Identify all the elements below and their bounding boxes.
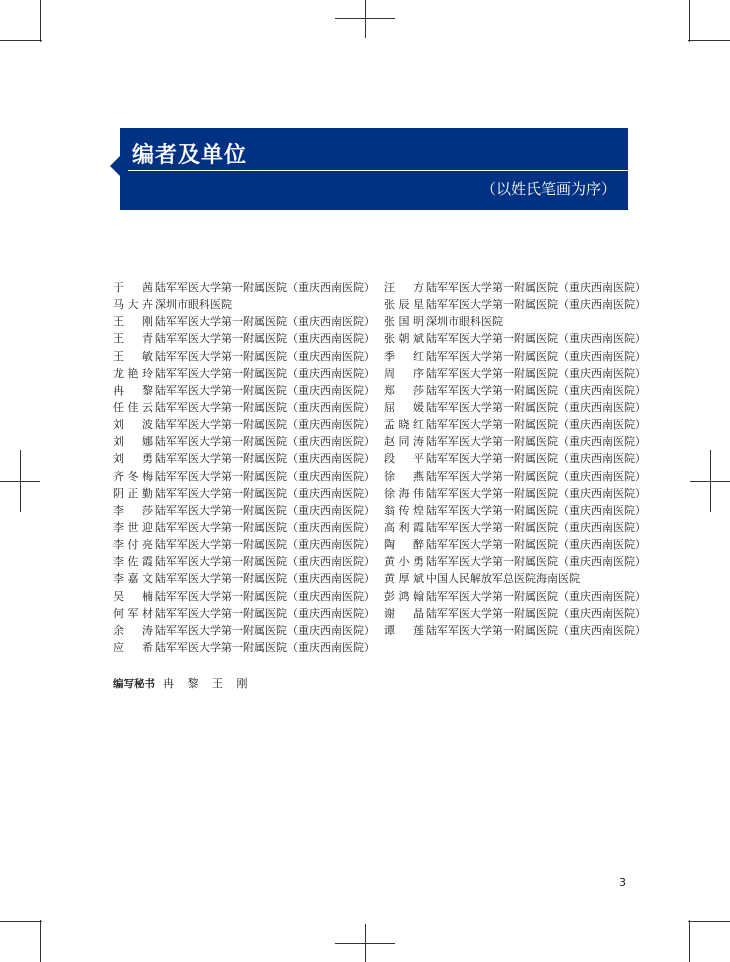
author-affiliation: 陆军军医大学第一附属医院（重庆西南医院）	[155, 418, 375, 432]
author-row	[113, 365, 375, 382]
author-name: 徐 燕	[384, 469, 424, 483]
author-affiliation: 陆军军医大学第一附属医院（重庆西南医院）	[426, 623, 646, 637]
author-row	[384, 313, 646, 330]
author-row	[113, 588, 375, 605]
secretary-label: 编写秘书	[113, 678, 155, 690]
author-row	[384, 519, 646, 536]
author-row	[113, 536, 375, 553]
author-affiliation: 陆军军医大学第一附属医院（重庆西南医院）	[426, 435, 646, 449]
author-affiliation: 陆军军医大学第一附属医院（重庆西南医院）	[155, 281, 375, 294]
author-row	[113, 279, 375, 296]
crop-mark	[688, 40, 730, 41]
author-affiliation: 陆军军医大学第一附属医院（重庆西南医院）	[426, 503, 646, 517]
author-name: 马大卉	[113, 298, 153, 312]
author-row	[113, 330, 375, 347]
author-row	[384, 588, 646, 605]
author-affiliation: 陆军军医大学第一附属医院（重庆西南医院）	[155, 383, 375, 397]
author-row	[384, 433, 646, 450]
page-subtitle: （以姓氏笔画为序）	[480, 180, 616, 198]
author-name: 李 莎	[113, 503, 153, 517]
author-affiliation: 陆军军医大学第一附属医院（重庆西南医院）	[426, 332, 646, 346]
author-row	[384, 348, 646, 365]
author-name: 屈 媛	[384, 400, 424, 414]
author-name: 刘 勇	[113, 452, 153, 466]
crop-mark	[40, 0, 41, 42]
author-affiliation: 陆军军医大学第一附属医院（重庆西南医院）	[426, 383, 646, 397]
author-row	[113, 622, 375, 639]
author-row	[113, 502, 375, 519]
author-affiliation: 陆军军医大学第一附属医院（重庆西南医院）	[426, 589, 646, 603]
author-row	[113, 416, 375, 433]
author-affiliation: 陆军军医大学第一附属医院（重庆西南医院）	[426, 469, 646, 483]
author-name: 龙艳玲	[113, 366, 153, 380]
crop-mark	[690, 481, 730, 482]
author-row	[384, 399, 646, 416]
author-row	[113, 382, 375, 399]
author-affiliation: 陆军军医大学第一附属医院（重庆西南医院）	[155, 555, 375, 569]
author-name: 赵同涛	[384, 435, 424, 449]
author-row	[113, 639, 375, 656]
author-row	[384, 296, 646, 313]
author-row	[113, 519, 375, 536]
author-name: 余 涛	[113, 623, 153, 637]
author-name: 于 茜	[113, 281, 153, 294]
author-affiliation: 陆军军医大学第一附属医院（重庆西南医院）	[426, 538, 646, 552]
author-name: 汪 方	[384, 281, 424, 294]
crop-mark	[0, 40, 42, 41]
author-affiliation: 陆军军医大学第一附属医院（重庆西南医院）	[155, 606, 375, 620]
author-affiliation: 深圳市眼科医院	[426, 315, 503, 329]
author-affiliation: 陆军军医大学第一附属医院（重庆西南医院）	[155, 366, 375, 380]
author-name: 李嘉文	[113, 572, 153, 586]
author-affiliation: 陆军军医大学第一附属医院（重庆西南医院）	[155, 538, 375, 552]
author-row	[113, 570, 375, 587]
author-affiliation: 陆军军医大学第一附属医院（重庆西南医院）	[426, 298, 646, 312]
author-row	[384, 416, 646, 433]
author-row	[384, 536, 646, 553]
author-name: 张国明	[384, 315, 424, 329]
banner-divider	[128, 170, 628, 171]
author-affiliation: 陆军军医大学第一附属医院（重庆西南医院）	[155, 400, 375, 414]
author-row	[384, 330, 646, 347]
author-name: 高利霞	[384, 520, 424, 534]
author-affiliation: 陆军军医大学第一附属医院（重庆西南医院）	[426, 349, 646, 363]
title-banner	[120, 128, 628, 210]
author-name: 阴正勤	[113, 486, 153, 500]
author-affiliation: 陆军军医大学第一附属医院（重庆西南医院）	[155, 332, 375, 346]
author-affiliation: 陆军军医大学第一附属医院（重庆西南医院）	[426, 520, 646, 534]
author-name: 孟晓红	[384, 418, 424, 432]
author-row	[384, 450, 646, 467]
crop-mark	[335, 943, 395, 944]
crop-mark	[365, 0, 366, 38]
banner-notch	[110, 156, 120, 176]
page-title: 编者及单位	[132, 143, 248, 168]
author-row	[384, 553, 646, 570]
author-name: 吴 楠	[113, 589, 153, 603]
author-row	[113, 348, 375, 365]
author-row	[384, 502, 646, 519]
author-name: 李佐霞	[113, 555, 153, 569]
author-affiliation: 陆军军医大学第一附属医院（重庆西南医院）	[155, 349, 375, 363]
author-list-right	[384, 279, 646, 639]
author-row	[384, 279, 646, 296]
author-affiliation: 陆军军医大学第一附属医院（重庆西南医院）	[155, 435, 375, 449]
author-name: 何军材	[113, 606, 153, 620]
author-name: 彭鸿翰	[384, 589, 424, 603]
author-name: 陶 醉	[384, 538, 424, 552]
author-row	[384, 605, 646, 622]
author-name: 张朝斌	[384, 332, 424, 346]
author-row	[384, 468, 646, 485]
crop-mark	[0, 921, 42, 922]
author-name: 段 平	[384, 452, 424, 466]
secretary-names: 冉 黎 王 刚	[163, 677, 253, 690]
author-affiliation: 陆军军医大学第一附属医院（重庆西南医院）	[155, 452, 375, 466]
author-row	[113, 313, 375, 330]
author-name: 徐海伟	[384, 486, 424, 500]
author-row	[113, 399, 375, 416]
author-row	[113, 296, 375, 313]
author-affiliation: 陆军军医大学第一附属医院（重庆西南医院）	[426, 281, 646, 294]
author-affiliation: 深圳市眼科医院	[155, 298, 232, 312]
author-row	[113, 433, 375, 450]
author-name: 王 敏	[113, 349, 153, 363]
author-row	[384, 382, 646, 399]
author-name: 季 红	[384, 349, 424, 363]
author-row	[113, 485, 375, 502]
author-row	[384, 485, 646, 502]
author-affiliation: 陆军军医大学第一附属医院（重庆西南医院）	[426, 400, 646, 414]
crop-mark	[688, 921, 730, 922]
author-name: 王 青	[113, 332, 153, 346]
author-name: 刘 娜	[113, 435, 153, 449]
crop-mark	[0, 481, 40, 482]
author-name: 李世迎	[113, 520, 153, 534]
author-name: 王 刚	[113, 315, 153, 329]
crop-mark	[689, 0, 690, 42]
author-name: 黄小勇	[384, 555, 424, 569]
author-name: 冉 黎	[113, 383, 153, 397]
crop-mark	[40, 920, 41, 962]
author-affiliation: 陆军军医大学第一附属医院（重庆西南医院）	[426, 418, 646, 432]
author-row	[384, 622, 646, 639]
author-name: 刘 波	[113, 418, 153, 432]
author-row	[113, 450, 375, 467]
author-name: 齐冬梅	[113, 469, 153, 483]
author-affiliation: 陆军军医大学第一附属医院（重庆西南医院）	[155, 572, 375, 586]
author-name: 郑 莎	[384, 383, 424, 397]
author-name: 周 序	[384, 366, 424, 380]
author-affiliation: 中国人民解放军总医院海南医院	[426, 572, 580, 586]
author-name: 黄厚斌	[384, 572, 424, 586]
crop-mark	[689, 920, 690, 962]
author-affiliation: 陆军军医大学第一附属医院（重庆西南医院）	[426, 486, 646, 500]
author-affiliation: 陆军军医大学第一附属医院（重庆西南医院）	[155, 315, 375, 329]
author-row	[113, 468, 375, 485]
author-name: 谭 莲	[384, 623, 424, 637]
author-affiliation: 陆军军医大学第一附属医院（重庆西南医院）	[426, 606, 646, 620]
author-list-left	[113, 279, 375, 656]
author-name: 张辰星	[384, 298, 424, 312]
crop-mark	[335, 18, 395, 19]
author-affiliation: 陆军军医大学第一附属医院（重庆西南医院）	[155, 503, 375, 517]
author-row	[113, 605, 375, 622]
author-affiliation: 陆军军医大学第一附属医院（重庆西南医院）	[155, 469, 375, 483]
author-affiliation: 陆军军医大学第一附属医院（重庆西南医院）	[426, 452, 646, 466]
secretary-line	[113, 675, 253, 691]
author-row	[384, 570, 646, 587]
page-number: 3	[619, 876, 626, 889]
author-name: 应 希	[113, 640, 153, 654]
author-affiliation: 陆军军医大学第一附属医院（重庆西南医院）	[426, 555, 646, 569]
author-row	[384, 365, 646, 382]
author-affiliation: 陆军军医大学第一附属医院（重庆西南医院）	[155, 486, 375, 500]
author-affiliation: 陆军军医大学第一附属医院（重庆西南医院）	[426, 366, 646, 380]
author-affiliation: 陆军军医大学第一附属医院（重庆西南医院）	[155, 640, 375, 654]
author-name: 翁传煌	[384, 503, 424, 517]
author-row	[113, 553, 375, 570]
author-affiliation: 陆军军医大学第一附属医院（重庆西南医院）	[155, 520, 375, 534]
author-affiliation: 陆军军医大学第一附属医院（重庆西南医院）	[155, 589, 375, 603]
author-affiliation: 陆军军医大学第一附属医院（重庆西南医院）	[155, 623, 375, 637]
author-name: 谢 晶	[384, 606, 424, 620]
author-name: 李付亮	[113, 538, 153, 552]
author-name: 任佳云	[113, 400, 153, 414]
